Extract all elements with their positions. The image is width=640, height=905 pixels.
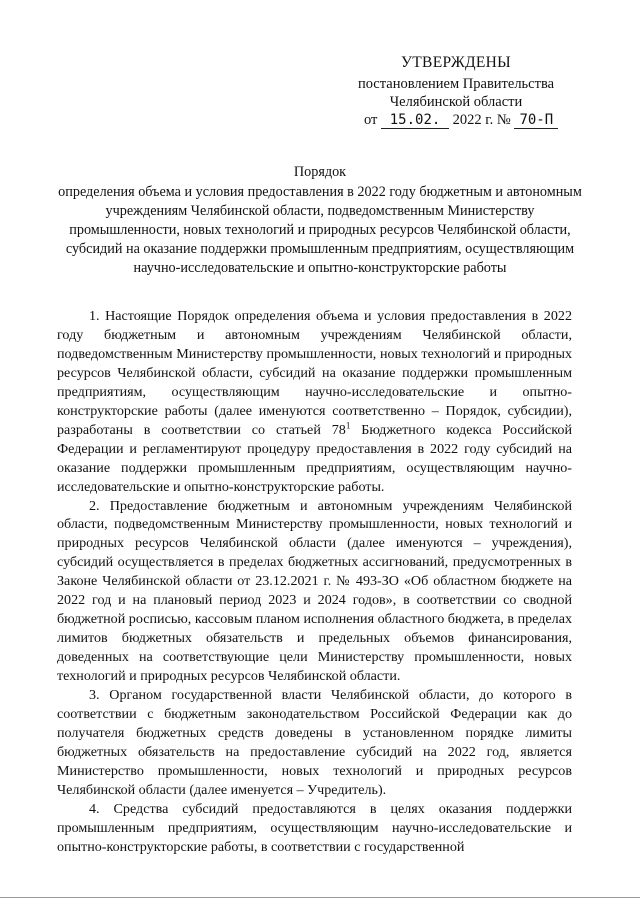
- approval-line-2: Челябинской области: [389, 94, 523, 110]
- approval-date-line: [364, 111, 556, 129]
- paragraph-4: 4. Средства субсидий предоставляются в целях оказания поддержки промышленным предприятиям, осуществляющим научно-исследовательские и опытно-конструкторские работы, в соответствии с государственной: [57, 800, 572, 855]
- approval-block: [356, 54, 556, 129]
- document-number: 70-П: [514, 113, 558, 129]
- paragraph-1: [57, 307, 572, 497]
- paragraph-3: 3. Органом государственной власти Челябинской области, до которого в соответствии с бюджетным законодательством Российской Федерации как до получателя бюджетных средств доведены в установленном порядке лимиты бюджетных обязательств на предоставление субсидий на 2022 год, является Министерство промышленности, новых технологий и природных ресурсов Челябинской области (далее именуется – Учредитель).: [57, 687, 572, 798]
- approval-title: УТВЕРЖДЕНЫ: [401, 54, 511, 71]
- approval-line-1: постановлением Правительства: [357, 76, 555, 92]
- article-superscript: 1: [345, 420, 351, 431]
- year-text: 2022 г. №: [452, 112, 511, 128]
- date-value: 15.02.: [381, 113, 449, 129]
- document-title: Порядок: [293, 164, 347, 180]
- document-body: [57, 307, 572, 857]
- document-subtitle: определения объема и условия предоставления в 2022 году бюджетным и автономным учреждениям Челябинской области, подведомственным Министерству промышленности, новых технологий и природных ресурсов Челябинской области, субсидий на оказание поддержки промышленным предприятиям, осуществляющим научно-исследовательские и опытно-конструкторские работы: [58, 184, 582, 276]
- page-bottom-edge: [0, 897, 640, 898]
- paragraph-1-text-start: 1. Настоящие Порядок определения объема и условия предоставления в 2022 году бюджетным и автономным учреждениям Челябинской области, подведомственным Министерству промышленности, новых технологий и природных ресурсов Челябинской области, субсидий на оказание поддержки промышленным предприятиям, осуществляющим научно-исследовательские и опытно-конструкторские работы (далее именуются соответственно – Порядок, субсидии), разработаны в соответствии со статьей 78: [57, 308, 572, 438]
- paragraph-1-text-end: Бюджетного кодекса Российской Федерации и регламентируют процедуру предоставления в 2022 году субсидий на оказание поддержки промышленным предприятиям, осуществляющим научно-исследовательские и опытно-конструкторские работы.: [57, 421, 573, 495]
- date-prefix: от: [364, 112, 378, 128]
- paragraph-2: 2. Предоставление бюджетным и автономным учреждениям Челябинской области, подведомственным Министерству промышленности, новых технологий и природных ресурсов Челябинской области (далее именуются – учреждения), субсидий осуществляется в пределах бюджетных ассигнований, предусмотренных в Законе Челябинской области от 23.12.2021 г. № 493-ЗО «Об областном бюджете на 2022 год и на плановый период 2023 и 2024 годов», в соответствии со сводной бюджетной росписью, кассовым планом исполнения областного бюджета, в пределах лимитов бюджетных обязательств и предельных объемов финансирования, доведенных на соответствующие цели Министерству промышленности, новых технологий и природных ресурсов Челябинской области.: [57, 497, 572, 685]
- document-title-block: [58, 163, 582, 278]
